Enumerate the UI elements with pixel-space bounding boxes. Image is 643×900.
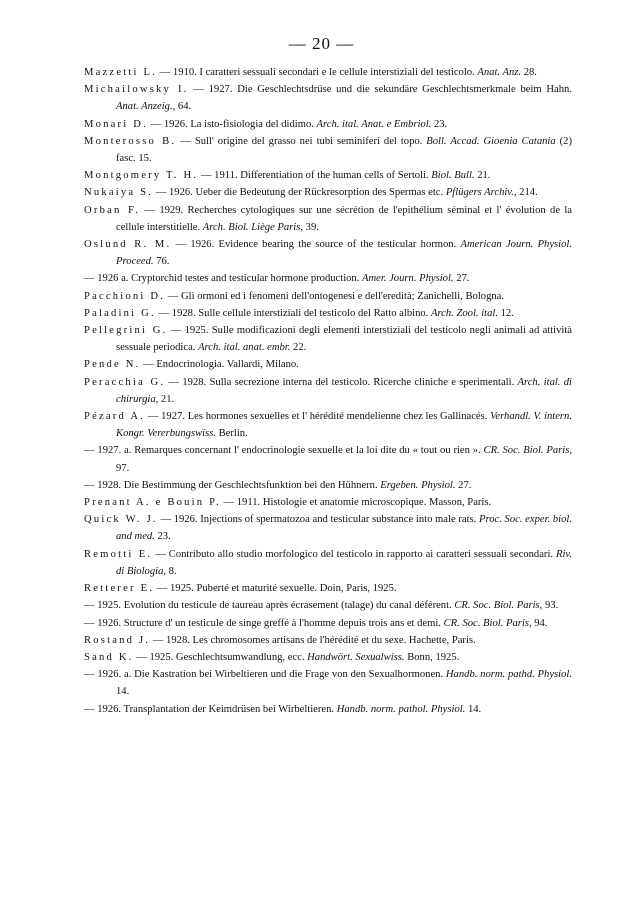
reference-volume: 214. (516, 187, 538, 199)
reference-author: Montgomery T. H. (84, 170, 199, 182)
reference-author: Pellegrini G. (84, 325, 168, 337)
reference-journal: Pflügers Archiv., (445, 187, 517, 199)
reference-volume: 28. (521, 67, 537, 78)
reference-author: Sand K. (84, 651, 134, 663)
reference-entry (84, 408, 572, 442)
reference-journal: Arch. Zool. ital. (430, 307, 498, 319)
reference-text: — 1929. Recherches cytologiques sur une sécrétion de l'epithélium séminal et l' évolution de la cellule interstitielle. (116, 204, 572, 233)
reference-journal: CR. Soc. Biol. Paris, (483, 445, 572, 457)
reference-volume: 94. (531, 617, 548, 629)
reference-entry (84, 305, 572, 322)
reference-volume: 14. (116, 686, 130, 698)
reference-text: — 1925. Sulle modificazioni degli elementi interstiziali del testicolo negli animali ad attività sessuale periodica. (116, 325, 572, 354)
reference-author: Prenant A. e Bouin P. (84, 497, 221, 509)
reference-journal: Arch. ital. di chirurgia, (116, 376, 573, 405)
reference-volume: 27. (455, 479, 472, 491)
reference-journal: Arch. ital. Anat. e Embriol. (316, 118, 432, 130)
reference-entry (84, 597, 572, 614)
reference-text: — 1928. Sulla secrezione interna del testicolo. Ricerche cliniche e sperimentali. (165, 376, 518, 388)
reference-volume: (2) fasc. 15. (116, 135, 572, 165)
reference-volume: Bonn, 1925. (404, 651, 460, 663)
reference-volume: 21. (158, 393, 175, 405)
reference-text: — 1925. Geschlechtsumwandlung, ecc. (133, 651, 308, 663)
reference-text: — 1928. Die Bestimmung der Geschlechtsfunktion bei den Hühnern. (84, 479, 381, 491)
reference-text: — 1910. I caratteri sessuali secondari e le cellule interstiziali del testicolo. (157, 67, 478, 78)
reference-author: Monterosso B. (84, 135, 177, 147)
reference-text: — Contributo allo studio morfologico del testicolo in rapporto ai caratteri sessuali secondari. (152, 548, 557, 560)
reference-entry (84, 202, 572, 236)
reference-entry (84, 64, 572, 81)
reference-text: — Gli ormoni ed i fenomeni dell'ontogenesi e dell'eredità; Zanichelli, Bologna. (165, 290, 505, 302)
reference-entry (84, 615, 572, 632)
reference-entry (84, 649, 572, 666)
reference-entry (84, 701, 572, 718)
reference-journal: Ergeben. Physiol. (380, 479, 456, 491)
reference-text: — Sull' origine del grasso nei tubi seminiferi del topo. (176, 135, 427, 147)
reference-volume: 23. (431, 118, 448, 130)
reference-author: Mazzetti L. (84, 67, 158, 78)
reference-text: — 1925. Evolution du testicule de taureau après écrasement (talage) du canal déférent. (84, 600, 455, 612)
reference-author: Oslund R. M. (84, 239, 172, 251)
reference-author: Peracchia G. (84, 376, 166, 388)
reference-entry (84, 288, 572, 305)
reference-text: — 1926. Ueber die Bedeutung der Rückresorption des Spermas etc. (153, 187, 446, 199)
reference-volume: Berlin. (215, 428, 248, 440)
reference-text: — 1928. Sulle cellule interstiziali del testicolo del Ratto albino. (155, 307, 431, 319)
reference-entry (84, 374, 572, 408)
reference-text: — 1911. Histologie et anatomie microscopique. Masson, Paris. (220, 497, 492, 509)
reference-text: — 1927. a. Remarques concernant l' endocrinologie sexuelle et la loi dite du « tout ou rien ». (84, 445, 484, 457)
reference-journal: Verhandl. V. intern. Kongr. Vererbungswiss. (116, 411, 572, 440)
reference-entry (84, 81, 572, 115)
reference-text: — 1926 a. Cryptorchid testes and testicular hormone production. (84, 273, 363, 285)
reference-volume: 22. (290, 342, 307, 354)
reference-entry (84, 632, 572, 649)
reference-volume: 64. (175, 101, 192, 113)
reference-entry (84, 356, 572, 373)
reference-entry (84, 546, 572, 580)
reference-entry (84, 666, 572, 700)
reference-author: Quick W. J. (84, 514, 158, 526)
reference-volume: 27. (453, 273, 470, 285)
reference-journal: Anat. Anz. (477, 67, 522, 78)
reference-journal: CR. Soc. Biol. Paris, (443, 617, 532, 629)
reference-entry (84, 236, 572, 270)
reference-entry (84, 322, 572, 356)
reference-author: Rostand J. (84, 634, 151, 646)
reference-text: — 1926. Structure d' un testicule de singe greffé à l'homme depuis trois ans et demi. (84, 617, 444, 629)
reference-text: — 1926. a. Die Kastration bei Wirbeltieren und die Frage von den Sexualhormonen. (84, 669, 446, 681)
reference-journal: Arch. Biol. Liège Paris, (202, 221, 304, 233)
reference-text: — 1911. Differentiation of the human cells of Sertoli. (198, 170, 432, 182)
reference-entry (84, 494, 572, 511)
reference-journal: Riv. di Biologia, (116, 548, 572, 577)
reference-author: Remotti E. (84, 548, 153, 560)
reference-author: Nukaiya S. (84, 187, 154, 199)
reference-volume: 76. (153, 256, 170, 268)
reference-author: Orban F. (84, 204, 141, 216)
reference-journal: Handwört. Sexualwiss. (307, 651, 405, 663)
reference-journal: Handb. norm. pathol. Physiol. (336, 703, 466, 715)
reference-volume: 12. (497, 307, 514, 319)
reference-text: — 1927. Les hormones sexuelles et l' hérédité mendelienne chez les Gallinacés. (145, 411, 491, 423)
reference-text: — 1927. Die Geschlechtsdrüse und die sekundäre Geschlechtsmerkmale beim Hahn. (188, 84, 572, 96)
page-number: — 20 — (288, 34, 355, 53)
reference-journal: CR. Soc. Biol. Paris, (454, 600, 543, 612)
reference-author: Michailowsky I. (84, 84, 189, 96)
reference-author: Pézard A. (84, 411, 146, 423)
reference-volume: 14. (465, 703, 482, 715)
reference-author: Monari D. (84, 118, 148, 130)
reference-entry (84, 116, 572, 133)
reference-volume: 21. (474, 170, 491, 182)
reference-text: — 1926. La isto-fisiologia del didimo. (147, 118, 317, 130)
reference-journal: Boll. Accad. Gioenia Catania (426, 135, 556, 147)
reference-author: Paladini G. (84, 307, 156, 319)
reference-volume: 97. (116, 462, 130, 474)
reference-volume: 8. (166, 565, 177, 577)
reference-entry (84, 442, 572, 476)
reference-text: — 1925. Puberté et maturité sexuelle. Doin, Paris, 1925. (154, 583, 397, 595)
reference-journal: Biol. Bull. (431, 170, 475, 182)
reference-text: — 1926. Transplantation der Keimdrüsen bei Wirbeltieren. (84, 703, 337, 715)
reference-entry (84, 184, 572, 201)
reference-entry (84, 270, 572, 287)
reference-author: Pacchioni D. (84, 290, 166, 302)
reference-journal: Proc. Soc. exper. biol. and med. (116, 514, 573, 543)
reference-entry (84, 580, 572, 597)
reference-journal: American Journ. Physiol. Proceed. (116, 239, 572, 268)
reference-journal: Arch. ital. anat. embr. (198, 342, 291, 354)
reference-journal: Handb. norm. pathd. Physiol. (445, 669, 572, 681)
reference-text: — 1926. Injections of spermatozoa and testicular substance into male rats. (157, 514, 479, 526)
reference-journal: Amer. Journ. Physiol. (362, 273, 454, 285)
reference-author: Retterer E. (84, 583, 155, 595)
reference-journal: Anat. Anzeig., (116, 101, 176, 113)
reference-entry (84, 511, 572, 545)
reference-volume: 93. (542, 600, 559, 612)
reference-text: — 1926. Evidence bearing the source of the testicular hormon. (171, 239, 461, 251)
reference-author: Pende N. (84, 359, 141, 371)
reference-entry (84, 133, 572, 167)
reference-volume: 23. (154, 531, 171, 543)
reference-entry (84, 167, 572, 184)
reference-list (84, 64, 572, 718)
reference-text: — 1928. Les chromosomes artisans de l'hérédité et du sexe. Hachette, Paris. (150, 634, 476, 646)
reference-entry (84, 477, 572, 494)
reference-volume: 39. (303, 221, 319, 233)
reference-text: — Endocrinologia. Vallardi, Milano. (140, 359, 299, 371)
